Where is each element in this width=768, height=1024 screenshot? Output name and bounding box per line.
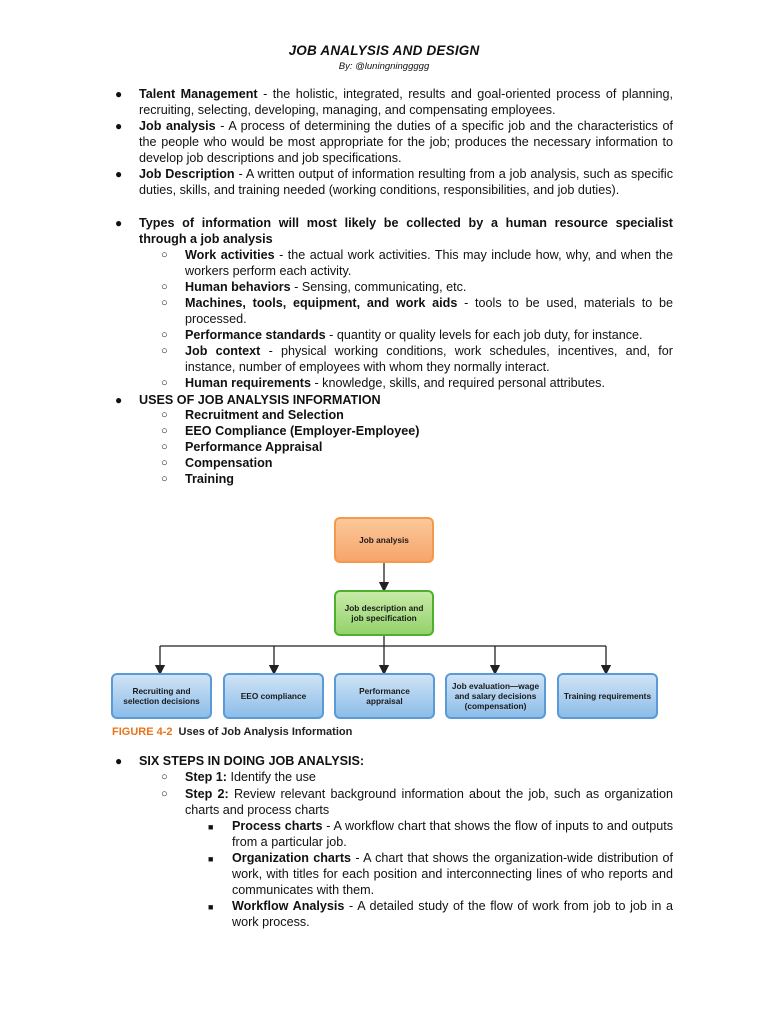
list-item-process-charts: Process charts - A workflow chart that shows the flow of inputs to and outputs from a particular job. [232,819,673,850]
bullet-icon: ● [115,87,123,101]
circle-bullet-icon: ○ [161,409,168,421]
job-analysis-box: Job analysis [334,517,434,563]
types-heading: Types of information will most likely be collected by a human resource specialist through a job analysis [139,216,673,247]
circle-bullet-icon: ○ [161,425,168,437]
list-item-step-2: Step 2: Review relevant background information about the job, such as organization charts and process charts [185,787,673,818]
bullet-icon: ● [115,167,123,181]
figure-caption [112,726,352,738]
training-requirements-box: Training requirements [557,673,658,719]
bullet-icon: ● [115,393,123,407]
square-bullet-icon: ■ [208,822,214,832]
bullet-icon: ● [115,216,123,230]
list-item-workflow-analysis: Workflow Analysis - A detailed study of the flow of work from job to job in a work process. [232,899,673,930]
list-item-human-requirements: Human requirements - knowledge, skills, and required personal attributes. [185,376,605,390]
list-item-use: Training [185,472,234,486]
list-item-job-analysis: Job analysis - A process of determining the duties of a specific job and the characteristics of the people who would be most appropriate for the job; produces the necessary information to develop job descriptions and job specifications. [139,119,673,166]
bullet-icon: ● [115,754,123,768]
list-item-job-context: Job context - physical working conditions, work schedules, incentives, and, for instance, number of employees with whom they normally interact. [185,344,673,375]
square-bullet-icon: ■ [208,902,214,912]
list-item-use: Recruitment and Selection [185,408,344,422]
list-item-organization-charts: Organization charts - A chart that shows the organization-wide distribution of work, with titles for each position and interconnecting lines of who reports and communicates with them. [232,851,674,898]
uses-heading: USES OF JOB ANALYSIS INFORMATION [139,393,381,407]
figure-caption-number: FIGURE 4-2 [112,726,173,738]
document-title: JOB ANALYSIS AND DESIGN [288,43,480,58]
list-item-use: EEO Compliance (Employer-Employee) [185,424,420,438]
list-item-machines-tools: Machines, tools, equipment, and work aids - tools to be used, materials to be processed. [185,296,673,327]
eeo-compliance-box: EEO compliance [223,673,324,719]
circle-bullet-icon: ○ [161,377,168,389]
list-item-talent-management: Talent Management - the holistic, integrated, results and goal-oriented process of planning, recruiting, selecting, developing, managing, and compensating employees. [139,87,673,118]
recruiting-box: Recruiting and selection decisions [111,673,212,719]
figure-caption-text: Uses of Job Analysis Information [178,726,353,738]
list-item-work-activities: Work activities - the actual work activities. This may include how, why, and when the workers perform each activity. [185,248,673,279]
circle-bullet-icon: ○ [161,249,168,261]
job-evaluation-box: Job evaluation—wage and salary decisions (compensation) [445,673,546,719]
steps-heading: SIX STEPS IN DOING JOB ANALYSIS: [139,754,365,768]
list-item-use: Performance Appraisal [185,440,323,454]
circle-bullet-icon: ○ [161,457,168,469]
circle-bullet-icon: ○ [161,441,168,453]
list-item-step-1: Step 1: Identify the use [185,770,316,784]
circle-bullet-icon: ○ [161,297,168,309]
performance-appraisal-box: Performance appraisal [334,673,435,719]
list-item-human-behaviors: Human behaviors - Sensing, communicating, etc. [185,280,467,294]
job-description-box: Job description and job specification [334,590,434,636]
circle-bullet-icon: ○ [161,771,168,783]
square-bullet-icon: ■ [208,854,214,864]
circle-bullet-icon: ○ [161,345,168,357]
circle-bullet-icon: ○ [161,788,168,800]
bullet-icon: ● [115,119,123,133]
circle-bullet-icon: ○ [161,329,168,341]
document-byline: By: @luningninggggg [338,61,430,72]
circle-bullet-icon: ○ [161,281,168,293]
list-item-job-description: Job Description - A written output of information resulting from a job analysis, such as specific duties, skills, and training needed (working conditions, responsibilities, and job duties). [139,167,674,198]
figure-uses-of-job-analysis [108,512,664,747]
circle-bullet-icon: ○ [161,473,168,485]
list-item-use: Compensation [185,456,273,470]
list-item-performance-standards: Performance standards - quantity or quality levels for each job duty, for instance. [185,328,643,342]
